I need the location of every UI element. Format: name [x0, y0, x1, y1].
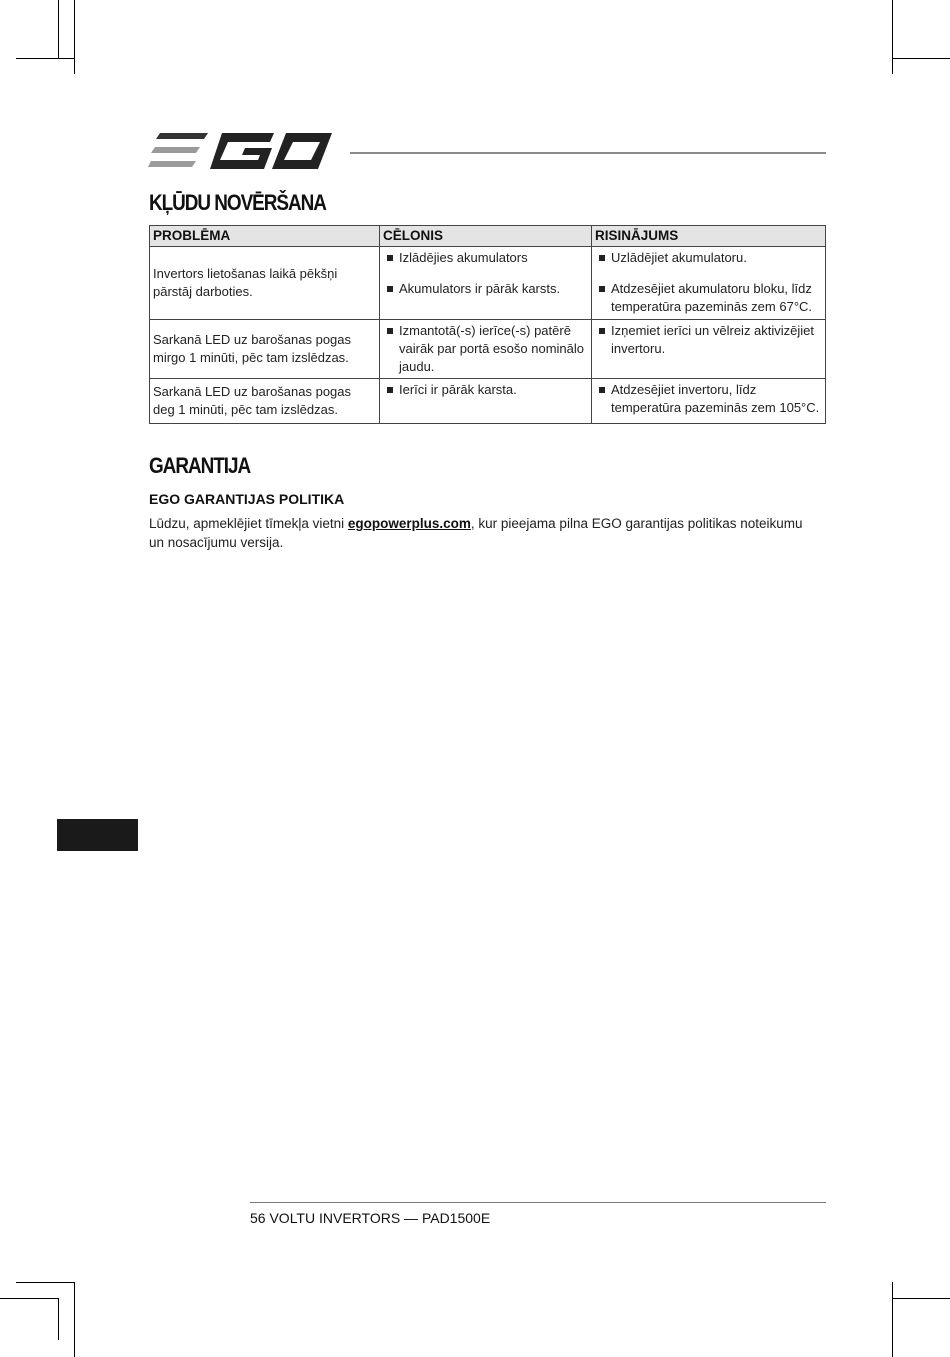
- solution-cell: [592, 320, 826, 379]
- table-row: [150, 320, 826, 379]
- warranty-text-end: , kur pieejama pilna EGO garantijas politikas noteikumu un nosacījumu versija.: [149, 516, 803, 550]
- crop-mark: [16, 1282, 74, 1283]
- footer-text: 56 VOLTU INVERTORS — PAD1500E: [250, 1210, 491, 1226]
- crop-mark: [892, 1298, 950, 1299]
- crop-mark: [74, 1282, 75, 1357]
- header-rule: [350, 152, 826, 154]
- solution-cell: [592, 379, 826, 424]
- cause-item: Ierīci ir pārāk karsta.: [383, 381, 588, 399]
- cause-cell: [380, 379, 592, 424]
- crop-mark: [892, 58, 950, 59]
- footer-rule: [250, 1202, 826, 1203]
- cause-item: Izmantotā(-s) ierīce(-s) patērē vairāk par portā esošo nominālo jaudu.: [383, 322, 588, 376]
- problem-cell: Sarkanā LED uz barošanas pogas mirgo 1 minūti, pēc tam izslēdzas.: [150, 320, 380, 379]
- cause-cell: [380, 320, 592, 379]
- language-tab-block: [57, 819, 138, 851]
- warranty-text-start: Lūdzu, apmeklējiet tīmekļa vietni: [149, 516, 348, 531]
- warranty-title: GARANTIJA: [149, 453, 251, 478]
- solution-item: Atdzesējiet invertoru, līdz temperatūra pazeminās zem 105°C.: [595, 381, 822, 417]
- cause-item: Akumulators ir pārāk karsts.: [383, 280, 588, 298]
- troubleshooting-title: KĻŪDU NOVĒRŠANA: [149, 190, 326, 215]
- table-header-row: [150, 226, 826, 247]
- solution-item: Uzlādējiet akumulatoru.: [595, 249, 822, 267]
- cause-cell: [380, 247, 592, 320]
- crop-mark: [0, 1298, 58, 1299]
- ego-logo: [148, 130, 332, 172]
- problem-cell: Invertors lietošanas laikā pēkšņi pārstāj darboties.: [150, 247, 380, 320]
- crop-mark: [74, 0, 75, 74]
- solution-item: Izņemiet ierīci un vēlreiz aktivizējiet invertoru.: [595, 322, 822, 358]
- table-row: [150, 379, 826, 424]
- crop-mark: [892, 1282, 893, 1357]
- header-cause: CĒLONIS: [380, 226, 592, 247]
- troubleshooting-table: [149, 225, 826, 424]
- cause-item: Izlādējies akumulators: [383, 249, 588, 267]
- solution-item: Atdzesējiet akumulatoru bloku, līdz temperatūra pazeminās zem 67°C.: [595, 280, 822, 316]
- header-problem: PROBLĒMA: [150, 226, 380, 247]
- table-row: [150, 247, 826, 320]
- problem-cell: Sarkanā LED uz barošanas pogas deg 1 minūti, pēc tam izslēdzas.: [150, 379, 380, 424]
- crop-mark: [16, 58, 74, 59]
- crop-mark: [892, 0, 893, 74]
- header-solution: RISINĀJUMS: [592, 226, 826, 247]
- crop-mark: [58, 1298, 59, 1340]
- solution-cell: [592, 247, 826, 320]
- warranty-subtitle: EGO GARANTIJAS POLITIKA: [149, 491, 345, 507]
- website-link[interactable]: egopowerplus.com: [347, 516, 471, 531]
- warranty-paragraph: [149, 514, 821, 552]
- crop-mark: [58, 0, 59, 58]
